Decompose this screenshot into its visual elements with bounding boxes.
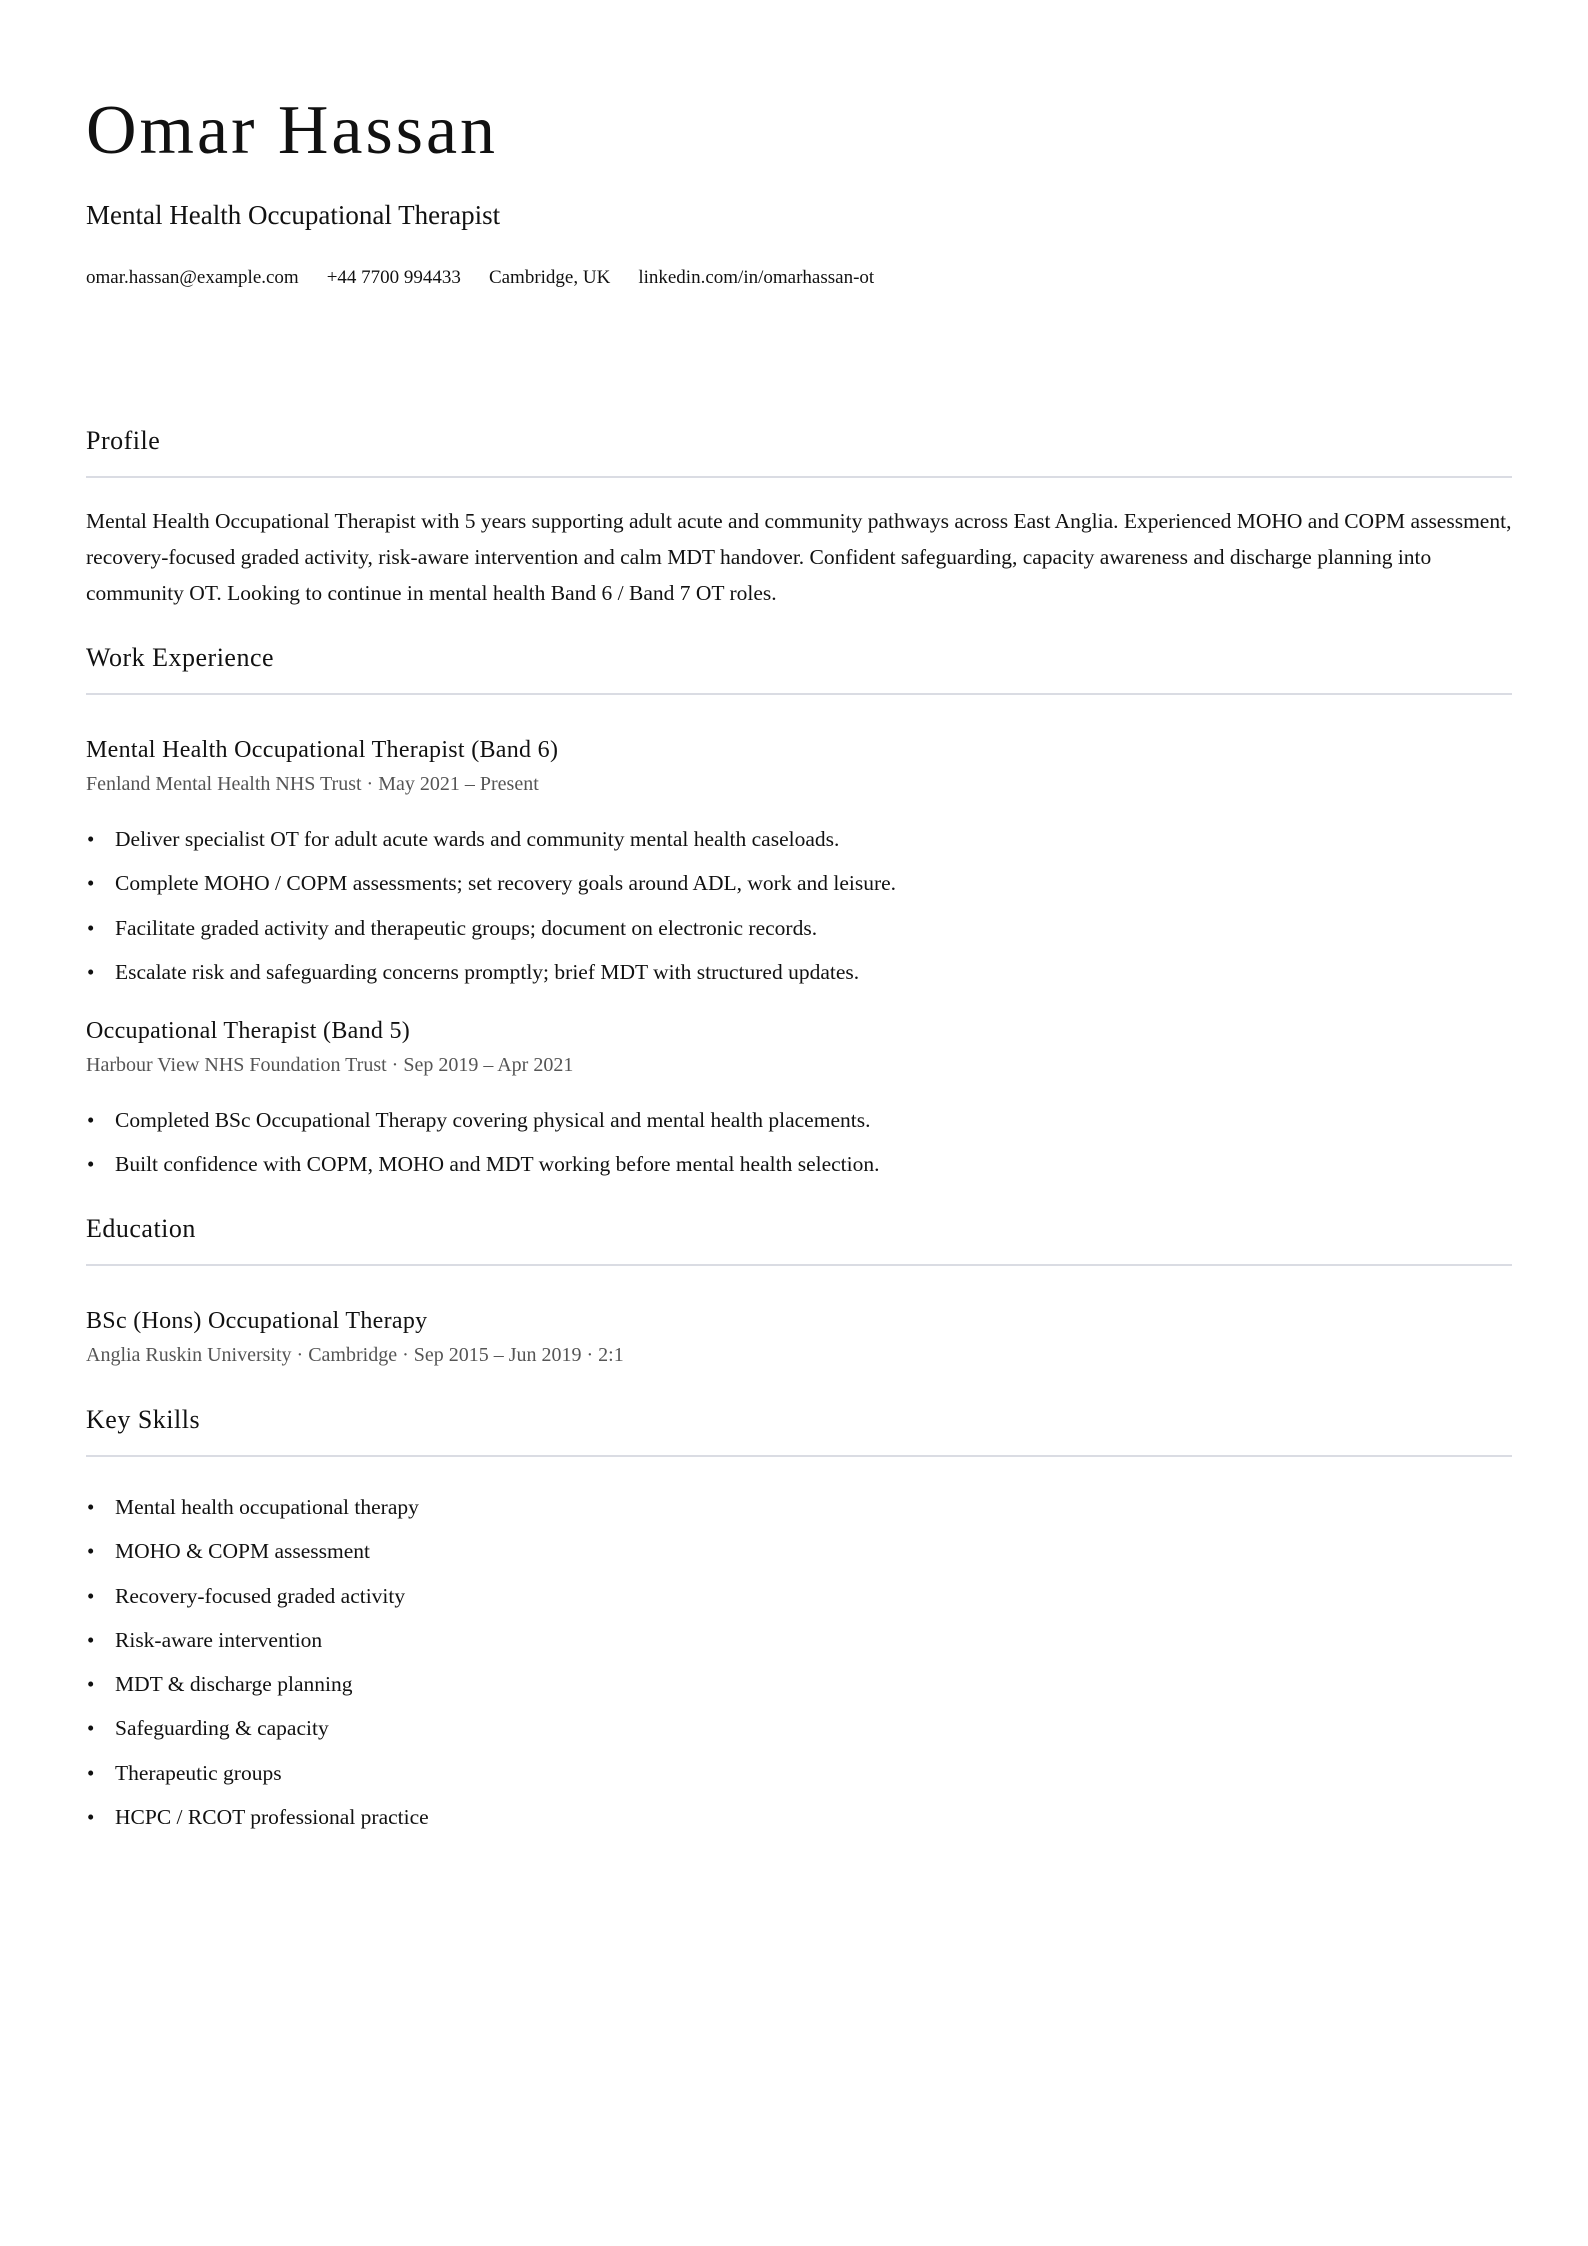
list-item: • Escalate risk and safeguarding concerns promptly; brief MDT with structured updates. [87, 959, 860, 984]
list-item: • Built confidence with COPM, MOHO and MDT working before mental health selection. [87, 1152, 880, 1177]
section-title-profile: Profile [86, 426, 161, 455]
contact-linkedin: linkedin.com/in/omarhassan-ot [638, 267, 875, 288]
list-item: • Therapeutic groups [87, 1760, 282, 1785]
list-item: • Complete MOHO / COPM assessments; set recovery goals around ADL, work and leisure. [87, 871, 897, 896]
contact-phone: +44 7700 994433 [326, 267, 461, 288]
list-item: • Deliver specialist OT for adult acute wards and community mental health caseloads. [87, 827, 840, 851]
job-bullet-list [86, 817, 896, 994]
job-meta: Fenland Mental Health NHS Trust · May 2021 – Present [86, 773, 539, 795]
contact-location: Cambridge, UK [488, 267, 611, 288]
list-item: • Safeguarding & capacity [87, 1716, 329, 1741]
list-item: • Completed BSc Occupational Therapy covering physical and mental health placements. [87, 1108, 871, 1132]
section-title-skills: Key Skills [86, 1405, 201, 1434]
profile-summary: Mental Health Occupational Therapist with 5 years supporting adult acute and community pathways across East Anglia. Experienced MOHO and COPM assessment, recovery-focused graded activity, risk-aware intervention and calm MDT handover. Confident safeguarding, capacity awareness and discharge planning into community OT. Looking to continue in mental health Band 6 / Band 7 OT roles. [86, 509, 1512, 605]
section-divider [86, 693, 1512, 695]
section-divider [86, 1264, 1512, 1266]
contact-line [86, 267, 902, 290]
candidate-headline: Mental Health Occupational Therapist [86, 200, 501, 230]
job-title: Occupational Therapist (Band 5) [86, 1018, 411, 1044]
degree-meta: Anglia Ruskin University · Cambridge · Sep 2015 – Jun 2019 · 2:1 [86, 1344, 624, 1366]
list-item: • Facilitate graded activity and therapeutic groups; document on electronic records. [87, 915, 818, 940]
job-title: Mental Health Occupational Therapist (Band 6) [86, 737, 559, 763]
contact-email: omar.hassan@example.com [86, 267, 299, 288]
candidate-name: Omar Hassan [86, 92, 499, 169]
list-item: • Risk-aware intervention [87, 1627, 323, 1652]
job-meta: Harbour View NHS Foundation Trust · Sep 2019 – Apr 2021 [86, 1054, 574, 1076]
skills-list [86, 1485, 429, 1839]
list-item: • MOHO & COPM assessment [87, 1539, 371, 1564]
section-divider [86, 476, 1512, 478]
section-divider [86, 1455, 1512, 1457]
list-item: • MDT & discharge planning [87, 1672, 353, 1697]
list-item: • Recovery-focused graded activity [87, 1583, 406, 1608]
job-bullet-list [86, 1098, 880, 1187]
list-item: • HCPC / RCOT professional practice [87, 1805, 429, 1830]
list-item: • Mental health occupational therapy [87, 1495, 419, 1519]
section-title-education: Education [86, 1214, 196, 1243]
section-title-experience: Work Experience [86, 643, 275, 672]
degree-title: BSc (Hons) Occupational Therapy [86, 1308, 428, 1334]
